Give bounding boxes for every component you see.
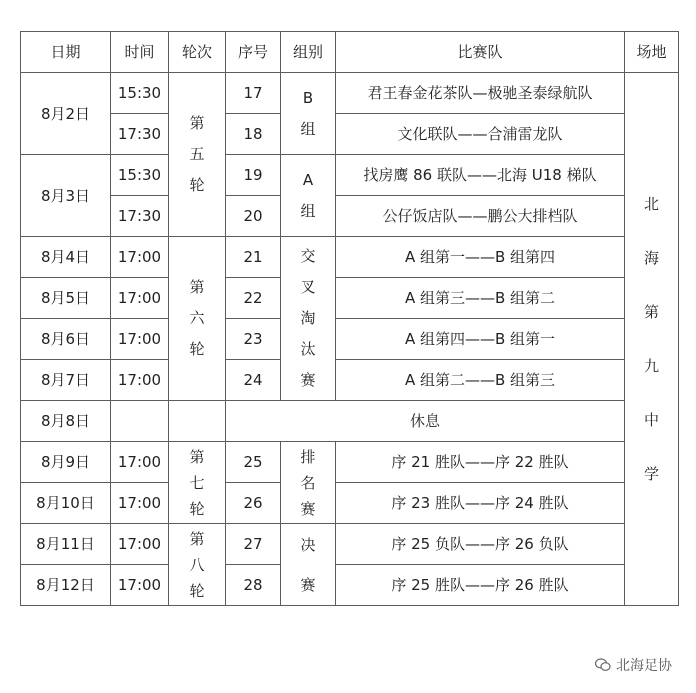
number-cell: 21 <box>226 237 281 278</box>
time-cell: 17:00 <box>111 319 169 360</box>
time-cell: 17:00 <box>111 442 169 483</box>
venue-char: 中 <box>643 411 659 429</box>
number-cell: 23 <box>226 319 281 360</box>
date-cell: 8月9日 <box>21 442 111 483</box>
number-cell: 20 <box>226 196 281 237</box>
table-row <box>21 278 679 319</box>
round-cell <box>169 442 226 524</box>
group-char: 赛 <box>300 371 316 389</box>
round-char: 八 <box>189 555 205 574</box>
date-cell: 8月3日 <box>21 155 111 237</box>
match-cell: A 组第二——B 组第三 <box>336 360 625 401</box>
time-cell: 15:30 <box>111 73 169 114</box>
round-cell <box>169 524 226 606</box>
watermark-text: 北海足协 <box>616 658 672 674</box>
venue-char: 九 <box>643 357 659 375</box>
group-char: 淘 <box>300 309 316 327</box>
round-char: 轮 <box>189 581 205 600</box>
match-cell: 文化联队——合浦雷龙队 <box>336 114 625 155</box>
time-cell: 17:00 <box>111 524 169 565</box>
date-cell: 8月5日 <box>21 278 111 319</box>
round-cell <box>169 237 226 401</box>
header-time: 时间 <box>111 32 169 73</box>
date-cell: 8月6日 <box>21 319 111 360</box>
number-cell: 17 <box>226 73 281 114</box>
time-cell: 17:00 <box>111 360 169 401</box>
group-char: 赛 <box>300 575 316 594</box>
match-cell: 序 25 负队——序 26 负队 <box>336 524 625 565</box>
group-cell <box>281 524 336 606</box>
table-row <box>21 401 679 442</box>
number-cell: 25 <box>226 442 281 483</box>
match-cell: 序 23 胜队——序 24 胜队 <box>336 483 625 524</box>
round-char: 轮 <box>189 340 205 358</box>
table-row <box>21 196 679 237</box>
watermark <box>595 655 672 675</box>
venue-char: 海 <box>643 249 659 267</box>
time-cell <box>111 401 169 442</box>
venue-char: 学 <box>643 465 659 483</box>
round-char: 第 <box>189 114 205 132</box>
round-char: 第 <box>189 278 205 296</box>
date-cell: 8月2日 <box>21 73 111 155</box>
group-char: 组 <box>300 119 316 138</box>
date-cell: 8月8日 <box>21 401 111 442</box>
table-row <box>21 237 679 278</box>
group-char: 决 <box>300 535 316 554</box>
venue-char: 北 <box>643 195 659 213</box>
header-group: 组别 <box>281 32 336 73</box>
number-cell: 24 <box>226 360 281 401</box>
time-cell: 17:30 <box>111 196 169 237</box>
header-number: 序号 <box>226 32 281 73</box>
round-char: 六 <box>189 309 205 327</box>
time-cell: 17:00 <box>111 565 169 606</box>
match-cell: A 组第三——B 组第二 <box>336 278 625 319</box>
round-cell-empty <box>169 401 226 442</box>
date-cell: 8月11日 <box>21 524 111 565</box>
header-date: 日期 <box>21 32 111 73</box>
table-row <box>21 319 679 360</box>
group-cell <box>281 73 336 155</box>
round-char: 轮 <box>189 176 205 194</box>
number-cell: 18 <box>226 114 281 155</box>
number-cell: 27 <box>226 524 281 565</box>
round-char: 七 <box>189 473 205 492</box>
round-char: 第 <box>189 447 205 466</box>
venue-char: 第 <box>643 303 659 321</box>
number-cell: 26 <box>226 483 281 524</box>
header-match: 比赛队 <box>336 32 625 73</box>
group-cell <box>281 237 336 401</box>
time-cell: 17:00 <box>111 483 169 524</box>
time-cell: 17:00 <box>111 237 169 278</box>
match-cell: 序 25 胜队——序 26 胜队 <box>336 565 625 606</box>
table-row <box>21 442 679 483</box>
number-cell: 28 <box>226 565 281 606</box>
group-cell <box>281 155 336 237</box>
group-char: 交 <box>300 247 316 265</box>
table-row <box>21 565 679 606</box>
round-char: 五 <box>189 145 205 163</box>
match-cell: 公仔饭店队——鹏公大排档队 <box>336 196 625 237</box>
number-cell: 22 <box>226 278 281 319</box>
round-char: 轮 <box>189 499 205 518</box>
time-cell: 17:00 <box>111 278 169 319</box>
number-cell: 19 <box>226 155 281 196</box>
match-cell: 找房鹰 86 联队——北海 U18 梯队 <box>336 155 625 196</box>
time-cell: 15:30 <box>111 155 169 196</box>
group-char: 名 <box>300 473 316 492</box>
group-char: 叉 <box>300 278 316 296</box>
header-round: 轮次 <box>169 32 226 73</box>
round-char: 第 <box>189 529 205 548</box>
table-row <box>21 524 679 565</box>
table-row <box>21 360 679 401</box>
venue-cell <box>625 73 679 606</box>
date-cell: 8月7日 <box>21 360 111 401</box>
match-cell: A 组第四——B 组第一 <box>336 319 625 360</box>
date-cell: 8月10日 <box>21 483 111 524</box>
header-venue: 场地 <box>625 32 679 73</box>
group-char: A <box>302 170 314 189</box>
group-char: B <box>302 88 314 107</box>
table-row <box>21 114 679 155</box>
match-cell: 君王春金花茶队—极驰圣泰绿航队 <box>336 73 625 114</box>
group-char: 组 <box>300 201 316 220</box>
group-char: 赛 <box>300 499 316 518</box>
schedule-table <box>20 31 679 606</box>
date-cell: 8月4日 <box>21 237 111 278</box>
table-row <box>21 73 679 114</box>
group-cell <box>281 442 336 524</box>
table-row <box>21 155 679 196</box>
group-char: 汰 <box>300 340 316 358</box>
group-char: 排 <box>300 447 316 466</box>
header-row <box>21 32 679 73</box>
time-cell: 17:30 <box>111 114 169 155</box>
date-cell: 8月12日 <box>21 565 111 606</box>
match-cell: 序 21 胜队——序 22 胜队 <box>336 442 625 483</box>
match-cell: A 组第一——B 组第四 <box>336 237 625 278</box>
wechat-icon <box>595 658 611 672</box>
round-cell <box>169 73 226 237</box>
table-row <box>21 483 679 524</box>
rest-cell: 休息 <box>226 401 625 442</box>
